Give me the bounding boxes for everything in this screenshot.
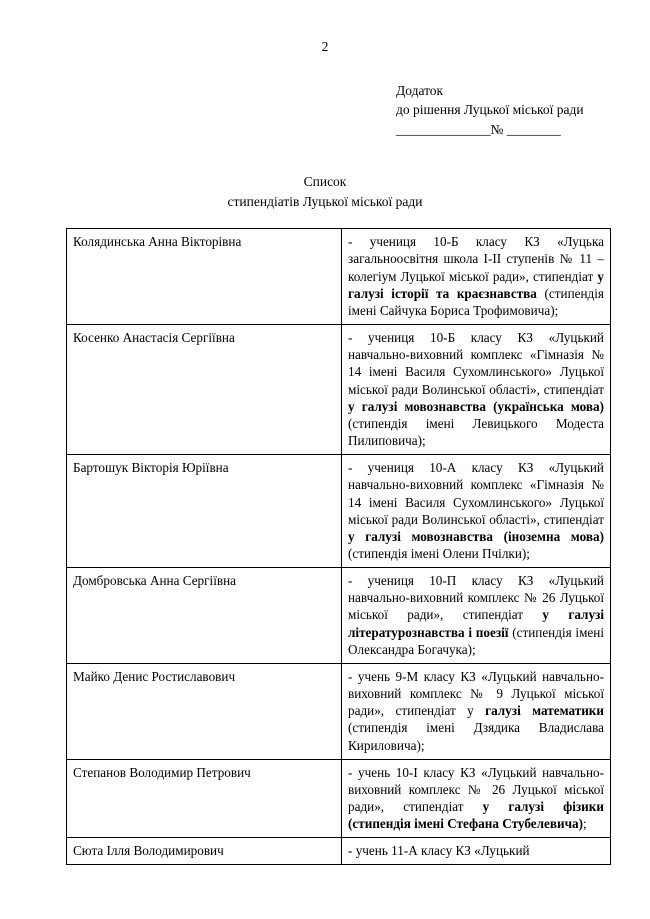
header-line-2: до рішення Луцької міської ради [396, 102, 584, 118]
header-line-1: Додаток [396, 82, 444, 98]
description-post: (стипендія імені Левицького Модеста Пилиповича); [348, 415, 604, 449]
recipient-name: Колядинська Анна Вікторівна [67, 229, 342, 325]
recipient-name: Бартошук Вікторія Юріївна [67, 455, 342, 568]
document-header [396, 81, 584, 140]
recipient-name: Сюта Ілля Володимирович [67, 838, 342, 865]
description-post: (стипендія імені Сайчука Бориса Трофимовича); [348, 285, 604, 318]
description-bold: у галузі фізики (стипендія імені Стефана Стубелевича) [348, 799, 604, 832]
header-line-3: ______________№ ________ [396, 121, 561, 137]
table-row [67, 568, 611, 664]
description-post: ; [583, 816, 587, 832]
description-paragraph [348, 764, 604, 833]
table-row [67, 838, 611, 865]
description-paragraph [348, 459, 604, 562]
description-pre: - учень 9-М класу КЗ «Луцький навчально-виховний комплекс № 9 Луцької міської ради», стипендіат у [348, 668, 604, 719]
description-bold: у галузі літературознавства і поезії [348, 607, 605, 640]
description-pre: - учень 10-І класу КЗ «Луцький навчально-виховний комплекс № 26 Луцької міської ради», стипендіат [348, 764, 604, 814]
recipient-description [342, 325, 611, 455]
description-paragraph [348, 329, 604, 449]
table-row [67, 325, 611, 455]
recipient-description [342, 759, 611, 838]
recipient-description [342, 455, 611, 568]
recipient-description [342, 838, 611, 865]
description-post: (стипендія імені Олени Пчілки); [348, 545, 530, 561]
scholarship-list-table [66, 228, 611, 865]
description-bold: галузі математики [485, 703, 604, 719]
table-row [67, 663, 611, 759]
document-title [66, 172, 584, 211]
title-line-2: стипендіатів Луцької міської ради [227, 193, 423, 209]
description-paragraph [348, 233, 604, 319]
description-bold: у галузі мовознавства (українська мова) [348, 398, 604, 414]
description-bold: у галузі мовознавства (іноземна мова) [348, 528, 604, 544]
table-row [67, 759, 611, 838]
recipient-name: Майко Денис Ростиславович [67, 663, 342, 759]
recipient-name: Степанов Володимир Петрович [67, 759, 342, 838]
description-pre: - учениця 10-А класу КЗ «Луцький навчально-виховний комплекс «Гімназія № 14 імені Василя Сухомлинського» Луцької міської ради Волинської області», стипендіат [348, 460, 604, 527]
description-bold: у галузі історії та краєзнавства [348, 268, 604, 301]
recipient-name: Косенко Анастасія Сергіївна [67, 325, 342, 455]
table-body [67, 229, 611, 865]
description-post: (стипендія імені Олександра Богачука); [348, 624, 604, 657]
description-post: (стипендія імені Дзядика Владислава Кириловича); [348, 720, 604, 753]
description-paragraph [348, 668, 604, 754]
recipient-description [342, 568, 611, 664]
title-line-1: Список [303, 174, 347, 190]
description-paragraph [348, 572, 604, 658]
page-number: 2 [321, 39, 329, 54]
table-row [67, 229, 611, 325]
recipient-description [342, 663, 611, 759]
description-paragraph [348, 842, 604, 859]
description-pre: - учень 11-А класу КЗ «Луцький [348, 843, 530, 859]
recipient-description [342, 229, 611, 325]
description-pre: - учениця 10-Б класу КЗ «Луцька загальноосвітня школа І-ІІ ступенів № 11 – колегіум Луцької міської ради», стипендіат [348, 234, 604, 284]
description-pre: - учениця 10-П класу КЗ «Луцький навчально-виховний комплекс № 26 Луцької міської ради», стипендіат [348, 573, 604, 623]
description-pre: - учениця 10-Б класу КЗ «Луцький навчально-виховний комплекс «Гімназія № 14 імені Василя Сухомлинського» Луцької міської ради Волинської області», стипендіат [348, 330, 604, 397]
recipient-name: Домбровська Анна Сергіївна [67, 568, 342, 664]
table-row [67, 455, 611, 568]
